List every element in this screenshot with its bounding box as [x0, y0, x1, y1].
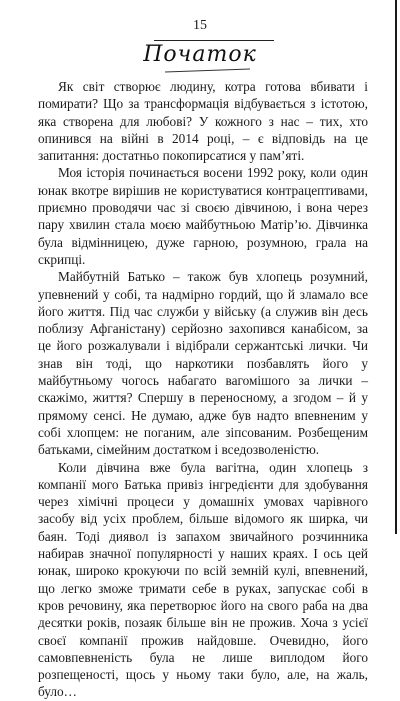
- paragraph: Майбутній Батько – також був хлопець розумний, упевнений у собі, та надмірно гордий, що й зламало все його життя. Під час служби у війську (а служив він десь поблизу Афганістану) серйозно захопився канабісом, за це його розжалували і відібрали сержантські лички. Чи знав він тоді, що наркотики позбавлять його у майбутньому чогось набагато вагомішого за лички – скажімо, життя? Спершу в переносному, а згодом – й у прямому сенсі. Не думаю, адже був надто впевненим у собі хлопцем: не поганим, але зіпсованим. Розбещеним батьками, сімейним достатком і вседозволеністю.: [38, 269, 368, 458]
- page-edge-line: [395, 0, 397, 534]
- paragraph: Коли дівчина вже була вагітна, один хлопець з компанії мого Батька привіз інгредієнти для здобування через хімічні процеси у домашніх умовах чарівного засобу від усіх проблем, більше відомого як ширка, чи баян. Тоді диявол із запахом звичайного розчинника набирав значної популярності у наших краях. І ось цей юнак, широко крокуючи по всій земній кулі, впевнений, що легко зможе тримати себе в руках, запускає собі в кров речовину, яка перетворює його на свого раба на два десятки років, позаяк більше він не прожив. Хоча з усієї своєї компанії прожив найдовше. Очевидно, його самовпевненість була не лише виплодом його розпещеності, щось у ньому таки було, але, на жаль, було…: [38, 459, 368, 700]
- page-number: 15: [193, 18, 207, 33]
- paragraph: Моя історія починається восени 1992 року, коли один юнак вкотре вирішив не користуватися контрацептивами, приємно проводячи час зі своєю дівчиною, і вона через пару хвилин стала моєю майбутньою Матір’ю. Дівчинка була відмінницею, дуже гарною, розумною, грала на скрипці.: [38, 165, 368, 267]
- body-text: [38, 78, 368, 701]
- chapter-title: Початок: [143, 42, 257, 67]
- paragraph: Як світ створює людину, котра готова вбивати і помирати? Що за трансформація відбувається з істотою, яка створена для любові? У кожного з нас – тих, хто опинився на війні в 2014 році, – є відповідь на це запитання: достатньо покопирсатися у пам’яті.: [38, 79, 368, 164]
